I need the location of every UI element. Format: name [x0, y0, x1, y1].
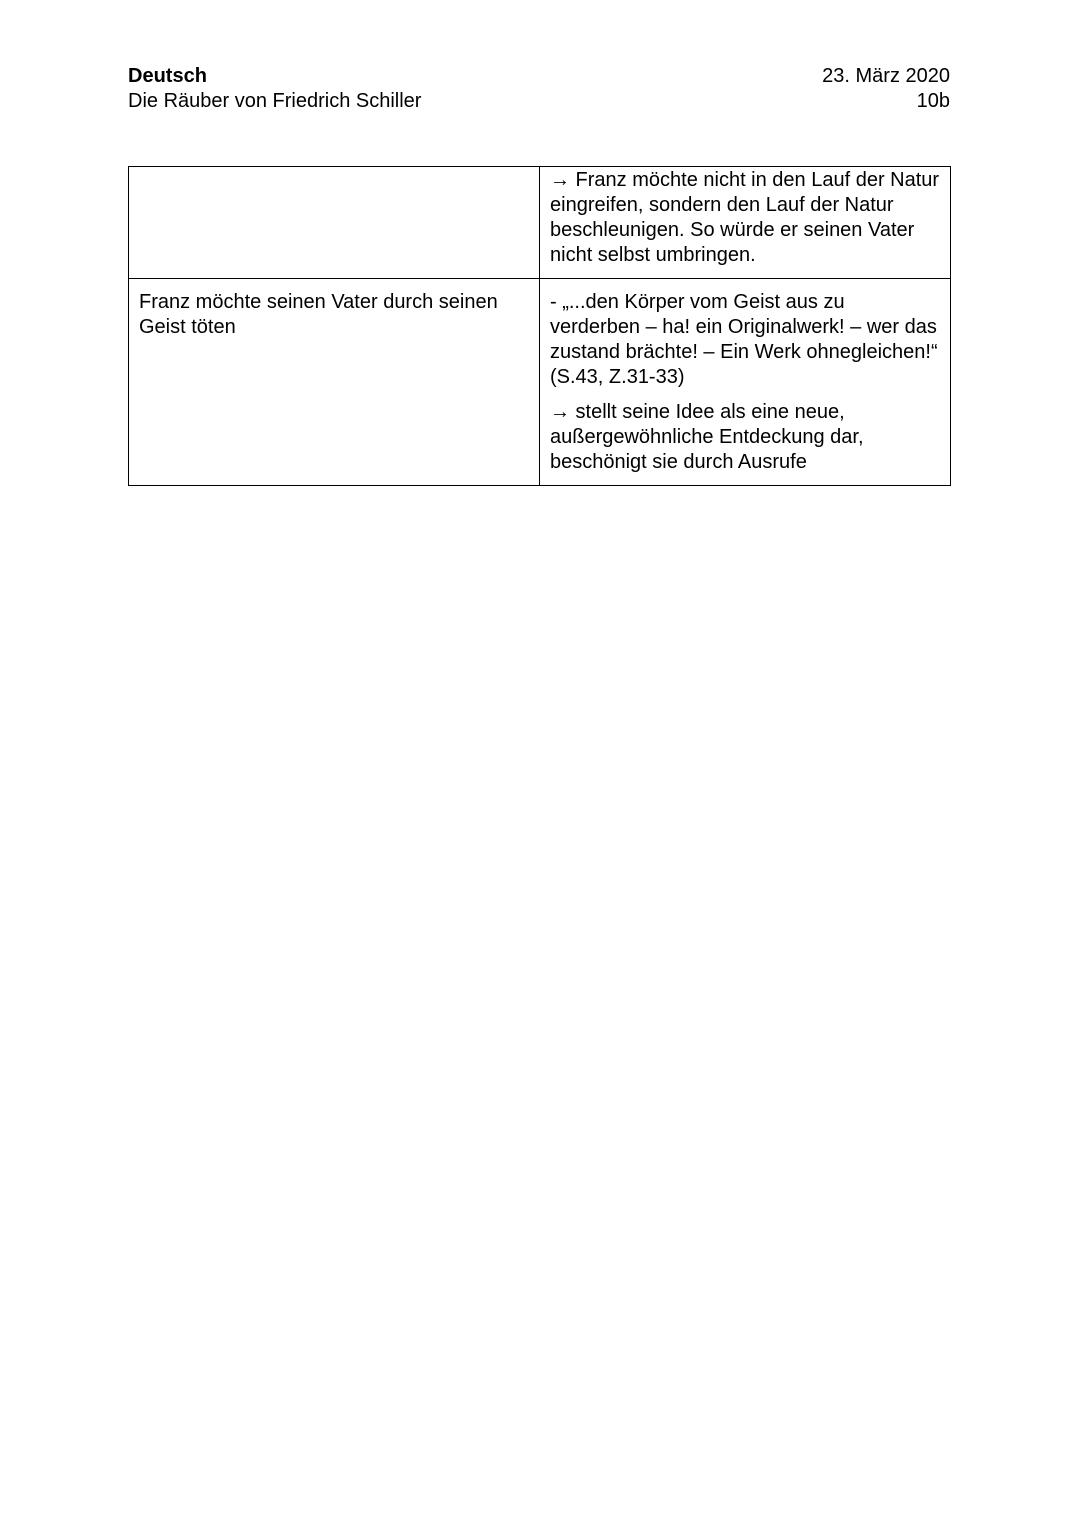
cell-text: Franz möchte seinen Vater durch seinen Geist töten	[139, 291, 498, 338]
cell-text: → Franz möchte nicht in den Lauf der Natur eingreifen, sondern den Lauf der Natur beschleunigen. So würde er seinen Vater nicht selbst umbringen.	[550, 169, 940, 266]
date-label: 23. März 2020	[822, 65, 950, 87]
class-label: 10b	[916, 90, 950, 112]
header-left	[128, 64, 421, 114]
table-row	[129, 279, 951, 486]
subject-title: Deutsch	[128, 65, 207, 87]
header-right	[822, 64, 950, 114]
table-cell-right	[540, 279, 951, 486]
table-row	[129, 167, 951, 279]
table-cell-left	[129, 167, 540, 279]
topic-title: Die Räuber von Friedrich Schiller	[128, 90, 422, 112]
notes-table	[128, 166, 951, 486]
quote-text: - „...den Körper vom Geist aus zu verderben – ha! ein Originalwerk! – wer das zustand brächte! – Ein Werk ohnegleichen!“ (S.43, Z.31-33)	[550, 291, 938, 388]
table-cell-left	[129, 279, 540, 486]
table-cell-right	[540, 167, 951, 279]
analysis-text: → stellt seine Idee als eine neue, außergewöhnliche Entdeckung dar, beschönigt sie durch Ausrufe	[550, 401, 864, 473]
